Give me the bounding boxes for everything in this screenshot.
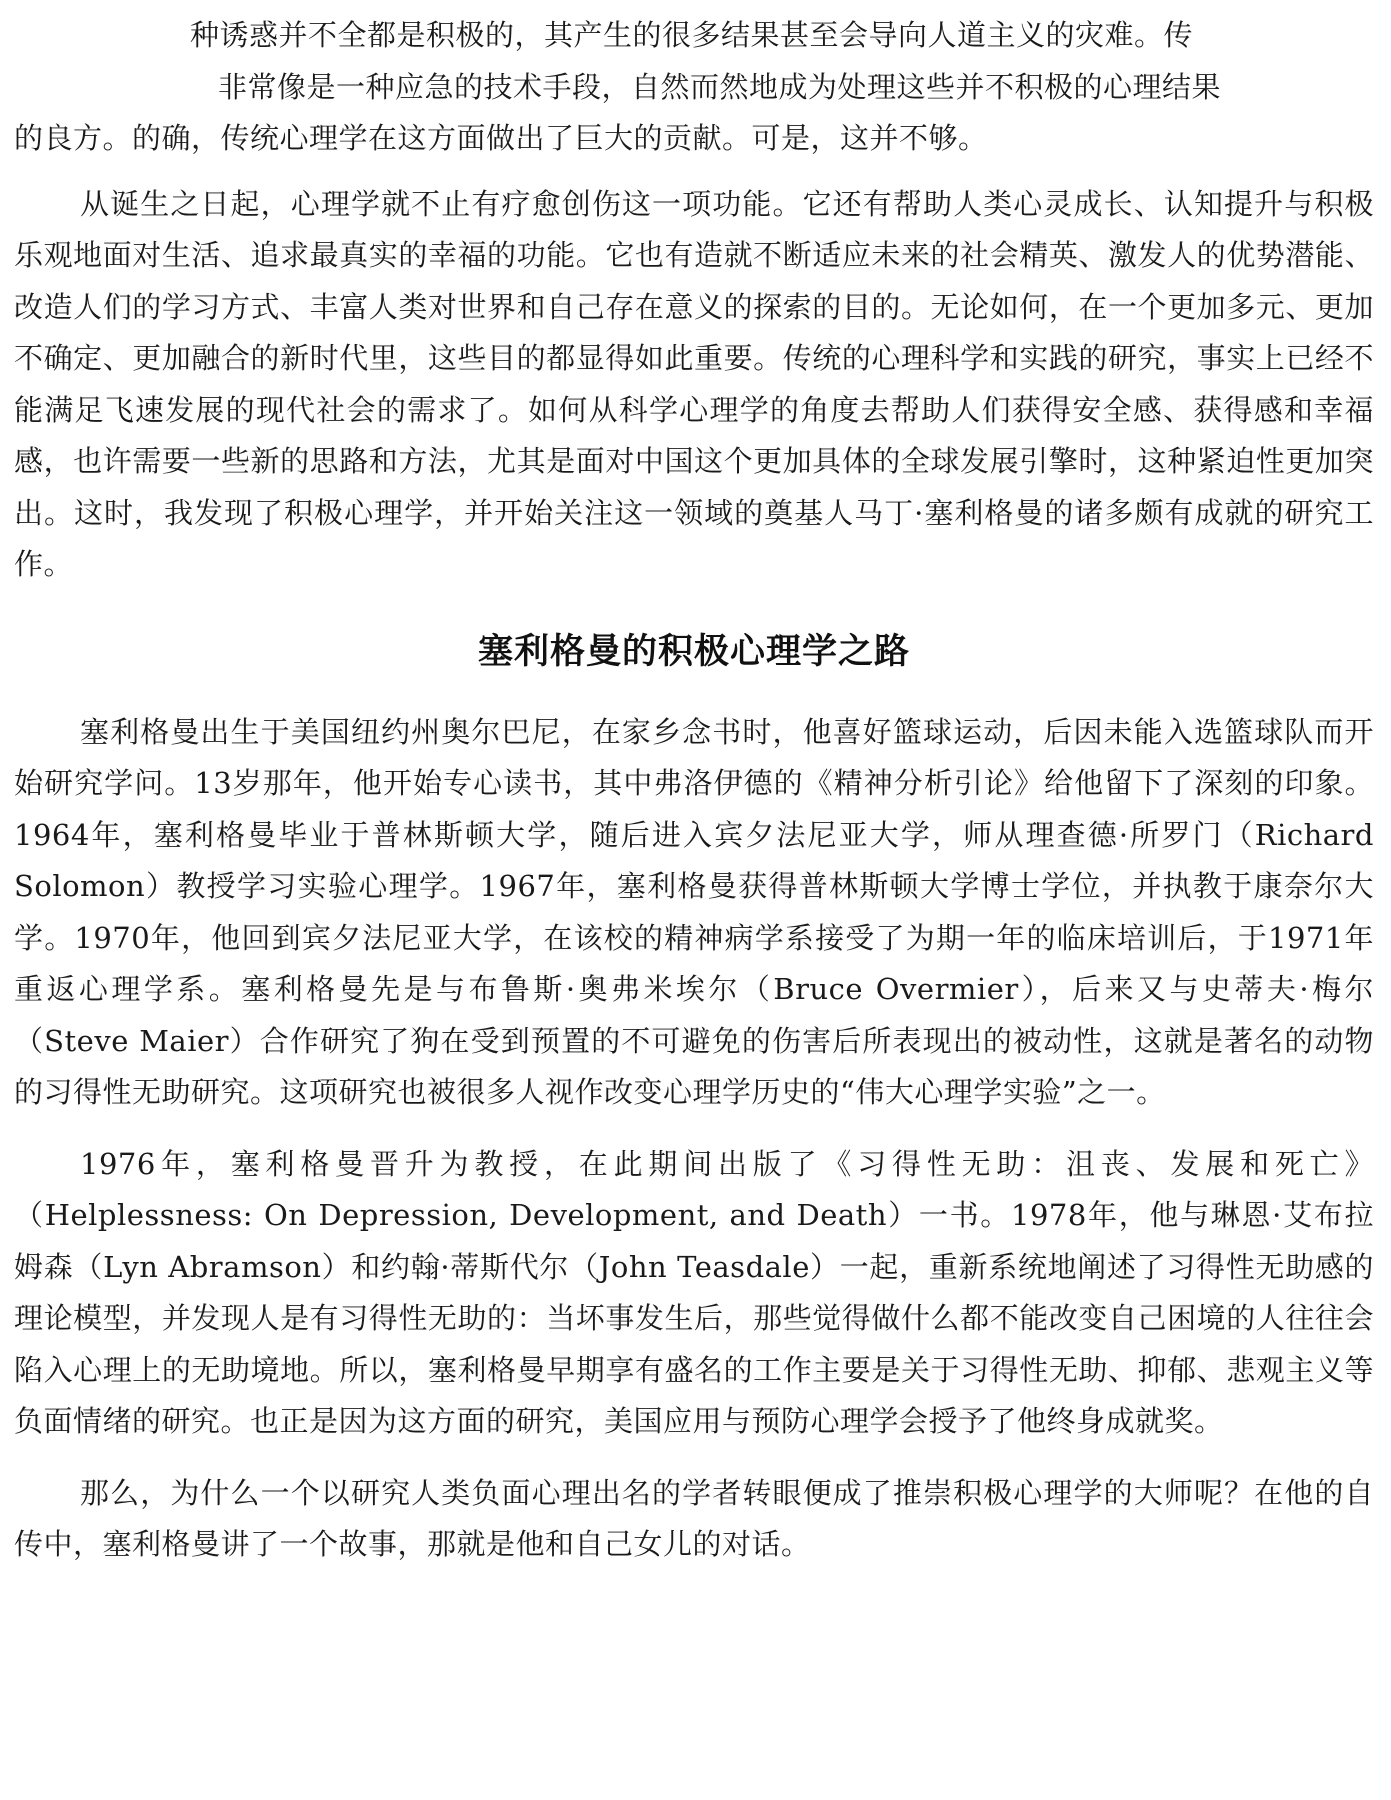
fragment-line-1: 种诱惑并不全都是积极的，其产生的很多结果甚至会导向人道主义的灾难。传 [190,18,1194,52]
paragraph-1: 从诞生之日起，心理学就不止有疗愈创伤这一项功能。它还有帮助人类心灵成长、认知提升与积极乐观地面对生活、追求最真实的幸福的功能。它也有造就不断适应未来的社会精英、激发人的优势潜能、改造人们的学习方式、丰富人类对世界和自己存在意义的探索的目的。无论如何，在一个更加多元、更加不确定、更加融合的新时代里，这些目的都显得如此重要。传统的心理科学和实践的研究，事实上已经不能满足飞速发展的现代社会的需求了。如何从科学心理学的角度去帮助人们获得安全感、获得感和幸福感，也许需要一些新的思路和方法，尤其是面对中国这个更加具体的全球发展引擎时，这种紧迫性更加突出。这时，我发现了积极心理学，并开始关注这一领域的奠基人马丁·塞利格曼的诸多颇有成就的研究工作。 [14,186,1374,581]
paragraph-4: 那么，为什么一个以研究人类负面心理出名的学者转眼便成了推崇积极心理学的大师呢？在他的自传中，塞利格曼讲了一个故事，那就是他和自己女儿的对话。 [14,1475,1374,1561]
page-content [14,10,1374,1571]
paragraph-2: 塞利格曼出生于美国纽约州奥尔巴尼，在家乡念书时，他喜好篮球运动，后因未能入选篮球队而开始研究学问。13岁那年，他开始专心读书，其中弗洛伊德的《精神分析引论》给他留下了深刻的印象。1964年，塞利格曼毕业于普林斯顿大学，随后进入宾夕法尼亚大学，师从理查德·所罗门（Richard Solomon）教授学习实验心理学。1967年，塞利格曼获得普林斯顿大学博士学位，并执教于康奈尔大学。1970年，他回到宾夕法尼亚大学，在该校的精神病学系接受了为期一年的临床培训后，于1971年重返心理学系。塞利格曼先是与布鲁斯·奥弗米埃尔（Bruce Overmier），后来又与史蒂夫·梅尔（Steve Maier）合作研究了狗在受到预置的不可避免的伤害后所表现出的被动性，这就是著名的动物的习得性无助研究。这项研究也被很多人视作改变心理学历史的“伟大心理学实验”之一。 [14,714,1374,1109]
fragment-line-2: 非常像是一种应急的技术手段，自然而然地成为处理这些并不积极的心理结果 [218,69,1222,104]
fragment-line-3: 的良方。的确，传统心理学在这方面做出了巨大的贡献。可是，这并不够。 [14,121,988,155]
section-heading: 塞利格曼的积极心理学之路 [477,631,910,672]
paragraph-3: 1976年，塞利格曼晋升为教授，在此期间出版了《习得性无助：沮丧、发展和死亡》（Helplessness: On Depression, Development, and Death）一书。1978年，他与琳恩·艾布拉姆森（Lyn Abramson）和约翰·蒂斯代尔（John Teasdale）一起，重新系统地阐述了习得性无助感的理论模型，并发现人是有习得性无助的：当坏事发生后，那些觉得做什么都不能改变自己困境的人往往会陷入心理上的无助境地。所以，塞利格曼早期享有盛名的工作主要是关于习得性无助、抑郁、悲观主义等负面情绪的研究。也正是因为这方面的研究，美国应用与预防心理学会授予了他终身成就奖。 [14,1146,1374,1438]
